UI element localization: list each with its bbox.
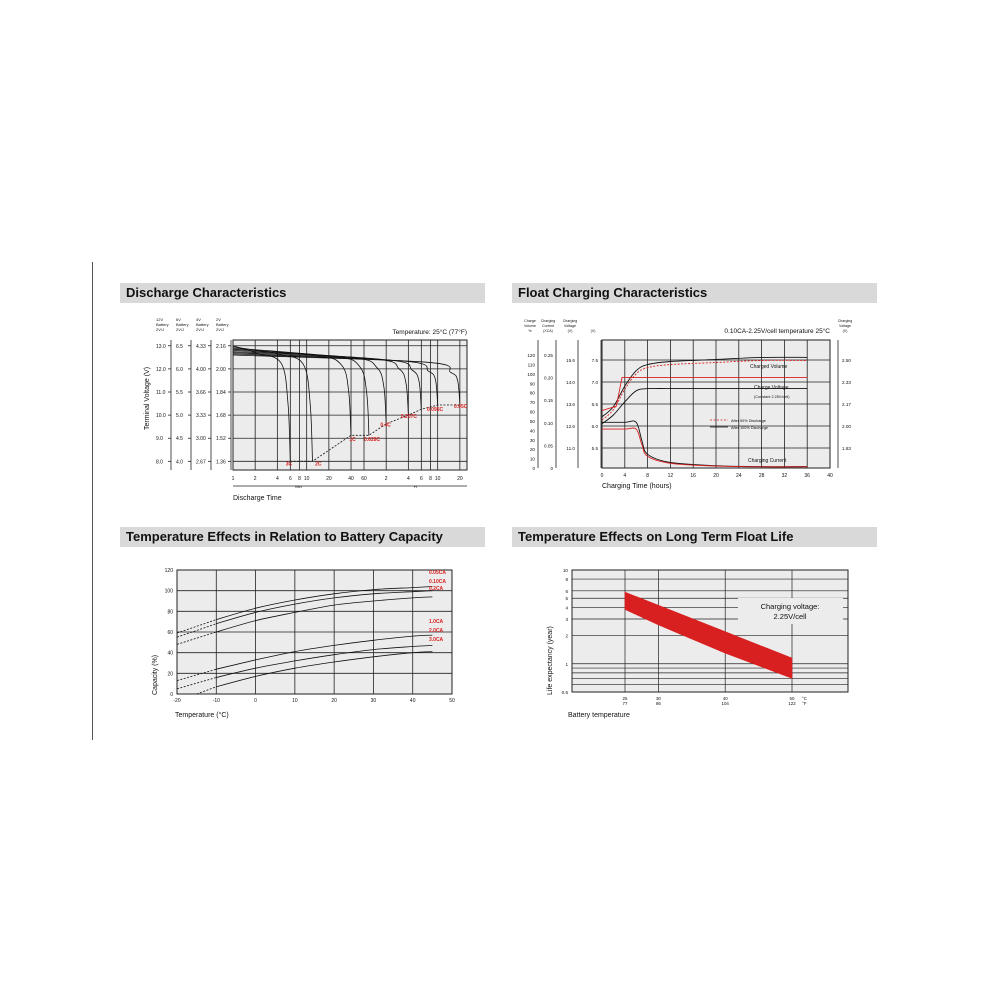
chart-note: Temperature: 25°C (77°F): [392, 329, 467, 336]
x-tick-label: 4: [275, 476, 279, 482]
y-tick-label: 1.68: [216, 413, 226, 420]
left-tick-label: 0.10: [544, 420, 553, 426]
section-title-discharge: Discharge Characteristics: [120, 283, 485, 303]
y-axis-header: Battery: [196, 322, 209, 327]
y-tick-label: 5.0: [176, 413, 183, 420]
legend-label-100: After 100% Discharge: [731, 426, 768, 430]
annotation-line-1: Charging voltage:: [760, 602, 820, 611]
rate-label: 3C: [285, 461, 293, 468]
x-tick-label-c: 30: [655, 696, 661, 701]
x-tick-label: 28: [758, 473, 765, 479]
unit-h-label: H: [414, 484, 417, 489]
y-tick-label: 2.16: [216, 343, 226, 350]
left-tick-label: 60: [529, 409, 535, 415]
y-tick-label: 4.0: [176, 459, 183, 466]
left-axis-header: %: [528, 329, 532, 333]
x-tick-label: 20: [457, 476, 463, 482]
left-tick-label: 90: [529, 381, 535, 387]
y-axis-header: 2V/J: [176, 327, 185, 332]
y-axis-title: Terminal Voltage (V): [144, 366, 151, 430]
x-tick-label: 10: [303, 476, 310, 482]
x-tick-label-c: 25: [622, 696, 628, 701]
rate-label: 0.05C: [454, 403, 468, 410]
x-tick-label-f: 86: [655, 701, 661, 706]
left-tick-label: 80: [529, 390, 535, 396]
left-tick-label: 10: [529, 456, 535, 462]
y-tick-label: 4.00: [196, 366, 206, 373]
y-tick-label: 5.5: [176, 390, 183, 396]
discharge-chart: [140, 315, 485, 510]
curve-label-current: Charging Current: [748, 458, 787, 464]
y-axis-header: 2V/J: [196, 327, 205, 332]
y-tick-label: 6.5: [176, 343, 183, 350]
y-tick-label: 60: [167, 630, 173, 636]
left-tick-label: 15.6: [566, 358, 575, 363]
y-axis-header: 12V: [156, 317, 164, 322]
section-title-temperature-capacity: Temperature Effects in Relation to Battery Capacity: [120, 527, 485, 547]
left-axis-header: (XCA): [543, 329, 553, 333]
left-tick-label: 11.0: [566, 446, 575, 451]
x-tick-label-c: 40: [722, 696, 728, 701]
left-tick-label: 70: [529, 400, 535, 406]
y-axis-title: Capacity (%): [152, 654, 159, 695]
x-tick-label: 60: [361, 476, 367, 482]
y-tick-label: 13.0: [156, 343, 166, 350]
left-tick-label: 12.6: [566, 424, 575, 429]
x-tick-label: 1: [231, 476, 235, 482]
x-tick-label: 8: [646, 473, 649, 479]
series-label: 0.10CA: [429, 579, 446, 585]
left-axis-header: Volume: [524, 324, 536, 328]
right-tick-label: 1.83: [842, 446, 851, 451]
x-tick-label: -10: [212, 698, 220, 704]
x-tick-label: 6: [288, 476, 292, 482]
y-tick-label: 40: [167, 650, 173, 657]
y-tick-label: 4.5: [176, 436, 183, 443]
x-tick-label: 36: [804, 473, 810, 479]
rate-label: 0.4C: [380, 422, 391, 429]
curve-label-volume: Charged Volume: [750, 364, 788, 370]
left-tick-label: 14.0: [566, 380, 575, 385]
right-tick-label: 2.50: [842, 358, 851, 363]
left-tick-label: 0: [550, 466, 553, 471]
series-label: 0.2CA: [429, 586, 444, 592]
float-charging-chart: [520, 315, 865, 510]
left-tick-label: 40: [529, 428, 535, 434]
curve-label-voltage-sub: (Constant 2.25V/cell): [754, 395, 790, 399]
y-tick-label: 80: [167, 609, 173, 616]
y-tick-label: 1.36: [216, 459, 226, 466]
y-tick-label: 0: [170, 692, 173, 698]
y-tick-label: 11.0: [156, 390, 166, 396]
y-axis-header: 6V: [176, 317, 181, 322]
page-divider-line: [92, 262, 93, 740]
x-tick-label: 6: [419, 476, 423, 482]
y-tick-label: 8: [565, 577, 568, 583]
x-tick-label: 40: [348, 476, 354, 482]
y-tick-label: 0.5: [561, 690, 568, 695]
chart-subtitle: 0.10CA-2.25V/cell temperature 25°C: [724, 328, 830, 335]
x-unit-f: °F: [802, 701, 807, 706]
x-tick-label: 30: [370, 698, 377, 704]
y-axis-title: Life expectancy (year): [547, 626, 554, 695]
y-axis-header: Battery: [176, 322, 189, 327]
unit-min-label: Min: [295, 484, 302, 489]
x-tick-label: 4: [623, 473, 627, 479]
y-axis-header: 2V: [216, 317, 221, 322]
y-tick-label: 2.00: [216, 366, 226, 373]
rate-label: 0.095C: [427, 406, 444, 413]
x-tick-label: 4: [406, 476, 410, 482]
left-tick-label: 0.15: [544, 398, 553, 404]
left-axis-header: Voltage: [564, 324, 576, 328]
left-axis-header: Charge: [524, 319, 536, 323]
x-tick-label: -20: [173, 698, 181, 704]
rate-label: 0.628C: [364, 437, 381, 444]
section-title-float-charging: Float Charging Characteristics: [512, 283, 877, 303]
annotation-line-2: 2.25V/cell: [773, 612, 807, 621]
x-tick-label-f: 122: [788, 701, 796, 706]
x-tick-label: 20: [713, 473, 719, 479]
y-tick-label: 3: [565, 617, 568, 623]
left-tick-label: 7.5: [591, 358, 598, 363]
left-tick-label: 0.05: [544, 443, 553, 449]
y-tick-label: 3.00: [196, 436, 206, 443]
x-tick-label: 16: [690, 473, 696, 479]
y-axis-header: Battery: [216, 322, 229, 327]
x-tick-label: 10: [292, 698, 298, 704]
left-tick-label: 7.0: [591, 380, 598, 385]
y-tick-label: 3.33: [196, 413, 206, 420]
x-tick-label: 32: [781, 473, 788, 479]
y-tick-label: 4.33: [196, 343, 206, 350]
x-tick-label: 8: [298, 476, 301, 482]
right-axis-header: Charging: [837, 319, 853, 323]
y-tick-label: 4: [565, 605, 568, 611]
y-tick-label: 6.0: [176, 366, 183, 373]
left-tick-label: 0.25: [544, 353, 553, 358]
x-tick-label-f: 77: [622, 701, 628, 706]
left-tick-label: 50: [529, 418, 535, 424]
y-tick-label: 1.84: [216, 390, 226, 396]
section-title-float-life: Temperature Effects on Long Term Float Life: [512, 527, 877, 547]
series-label: 3.0CA: [429, 637, 444, 643]
x-tick-label: 0: [600, 473, 604, 479]
y-axis-header: 4V: [196, 317, 201, 322]
left-tick-label: 120: [527, 353, 535, 358]
right-tick-label: 2.17: [842, 402, 851, 407]
y-tick-label: 9.0: [156, 436, 163, 443]
left-tick-label: 20: [529, 447, 535, 453]
x-axis-title: Battery temperature: [568, 712, 630, 719]
left-tick-label: 30: [529, 437, 535, 443]
legend-label-50: After 50% Discharge: [731, 419, 766, 423]
series-label: 2.0CA: [429, 628, 444, 634]
float-life-chart: [540, 560, 865, 725]
rate-label: 0.207C: [400, 414, 418, 420]
x-tick-label: 8: [429, 476, 432, 482]
right-tick-label: 2.00: [842, 424, 851, 429]
y-tick-label: 10: [562, 568, 568, 573]
series-label: 0.05CA: [429, 570, 446, 576]
y-axis-header: 2V/J: [156, 327, 165, 332]
left-tick-label: 110: [527, 362, 535, 368]
x-tick-label: 40: [827, 473, 833, 479]
left-axis-header: Charging: [540, 319, 556, 323]
y-tick-label: 3.66: [196, 390, 206, 396]
y-tick-label: 12.0: [156, 366, 166, 373]
x-tick-label: 0: [254, 698, 257, 704]
left-tick-label: 100: [527, 371, 535, 377]
y-tick-label: 10.0: [156, 413, 166, 420]
right-axis-header: Voltage: [839, 324, 851, 328]
x-tick-label: 20: [331, 698, 337, 704]
x-tick-label-c: 50: [789, 696, 795, 701]
x-tick-label: 10: [434, 476, 441, 482]
left-tick-label: 0: [532, 466, 535, 471]
left-axis-header: Current: [542, 324, 554, 328]
x-tick-label: 50: [449, 698, 455, 704]
left-axis-header: (V): [590, 329, 596, 333]
y-tick-label: 20: [167, 671, 173, 678]
x-axis-title: Temperature (°C): [175, 712, 229, 719]
right-tick-label: 2.33: [842, 380, 851, 385]
series-label: 1.0CA: [429, 619, 444, 625]
y-tick-label: 6: [565, 588, 568, 594]
left-tick-label: 6.5: [591, 402, 598, 407]
x-tick-label: 2: [384, 476, 388, 482]
x-tick-label: 40: [409, 698, 416, 704]
temperature-capacity-chart: [145, 560, 475, 725]
x-unit-c: °C: [802, 696, 807, 701]
x-tick-label: 2: [253, 476, 257, 482]
left-tick-label: 13.6: [566, 402, 575, 407]
y-tick-label: 100: [164, 588, 173, 595]
right-axis-header: (V): [842, 329, 848, 333]
y-axis-header: Battery: [156, 322, 169, 327]
y-tick-label: 1: [565, 661, 568, 667]
x-tick-label-f: 104: [721, 701, 729, 706]
x-tick-label: 20: [326, 476, 332, 482]
rate-label: 2C: [315, 461, 322, 468]
x-axis-title: Charging Time (hours): [602, 483, 672, 490]
left-axis-header: Charging: [562, 319, 578, 323]
y-tick-label: 1.52: [216, 436, 226, 443]
y-axis-header: 2V/J: [216, 327, 225, 332]
y-tick-label: 8.0: [156, 459, 163, 466]
x-axis-title: Discharge Time: [233, 495, 282, 502]
x-tick-label: 12: [667, 473, 674, 479]
left-tick-label: 0.20: [544, 375, 553, 381]
rate-label: 1C: [349, 437, 356, 444]
left-tick-label: 5.5: [591, 446, 598, 451]
curve-label-voltage: Charge Voltage: [754, 385, 789, 391]
left-tick-label: 6.0: [591, 424, 598, 429]
y-tick-label: 2: [565, 633, 568, 639]
y-tick-label: 120: [164, 568, 173, 574]
left-axis-header: (V): [567, 329, 573, 333]
x-tick-label: 24: [736, 473, 742, 479]
y-tick-label: 2.67: [196, 459, 206, 466]
y-tick-label: 5: [565, 596, 568, 602]
